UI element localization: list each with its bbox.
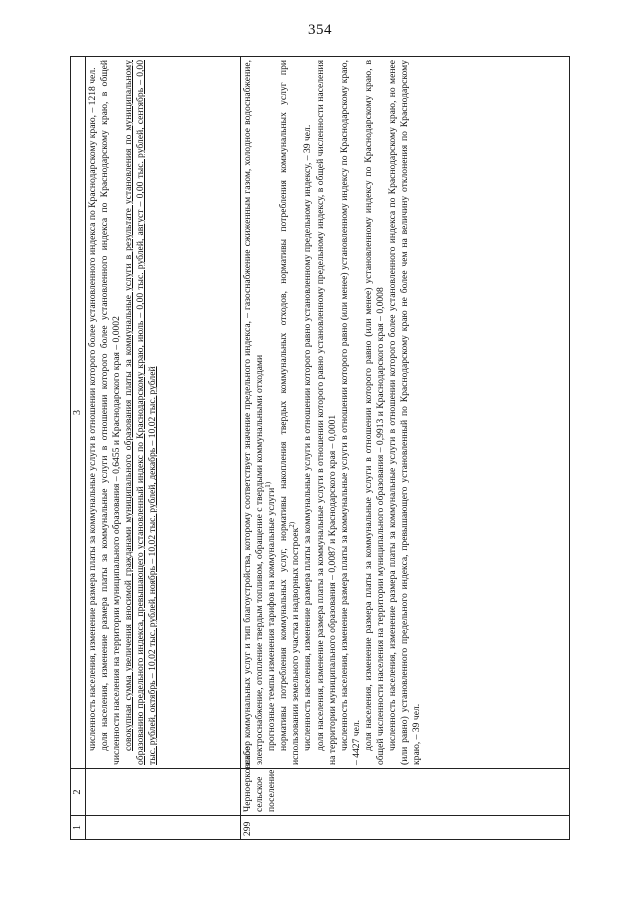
indicator-population-le: численность населения, изменение размера платы за коммунальные услуги в отношении которого равно (или менее) установленному индексу по Краснодарскому краю, – 4427 чел.	[338, 60, 362, 765]
header-col-2: 2	[71, 769, 86, 816]
indicator-population-above: численность населения, изменение размера платы за коммунальные услуги в отношении которого более установленного индекса по Краснодарскому краю, но менее (или равно) установленного предельного индекса, превышающего установленный по Краснодарскому краю не более чем на величину отклонения по Краснодарскому краю, – 39 чел.	[387, 60, 423, 765]
indicator-tariff-forecast	[266, 60, 278, 765]
footnote-marker-1: 1)	[264, 481, 272, 488]
cont-line-population: численность населения, изменение размера платы за коммунальные услуги в отношении которого более установленного индекса по Краснодарскому краю, – 1218 чел.	[87, 67, 98, 751]
cont-cell-number	[86, 816, 241, 840]
table-header-row	[71, 57, 86, 840]
cont-cell-name	[86, 769, 241, 816]
indicator-service-set: набор коммунальных услуг и тип благоустройства, которому соответствует значение предельного индекса, – газоснабжение сжиженным газом, холодное водоснабжение, электроснабжение, отопление твердым топливом, обращение с твердыми коммунальными отходами	[242, 60, 266, 765]
row-indicators	[241, 57, 570, 769]
header-col-1: 1	[71, 816, 86, 840]
table-row	[241, 57, 570, 840]
indicator-population-equal: численность населения, изменение размера платы за коммунальные услуги в отношении которого равно установленному предельному индексу, – 39 чел.	[302, 124, 314, 751]
rotated-table-wrapper	[70, 56, 570, 840]
indicator-share-equal: доля населения, изменение размера платы за коммунальные услуги в отношении которого равно установленному предельному индексу, в общей численности населения на территории муниципального образования – 0,0087 и Краснодарского края – 0,0001	[314, 60, 338, 765]
header-col-3: 3	[71, 57, 86, 769]
row-number: 299	[241, 816, 570, 840]
cont-cell-indicators	[86, 57, 241, 769]
table-row-continued	[86, 57, 241, 840]
consumption-norms-text: нормативы потребления коммунальных услуг, нормативы накопления твердых коммунальных отходов, нормативы потребления коммунальных услуг при использовании земельного участка и надворных построек	[278, 60, 302, 765]
cont-line-sum: совокупная сумма увеличения вносимой гражданами муниципального образования платы за коммунальные услуги в результате установления по муниципальному образованию предельного индекса, превышающего установленный индекс по Краснодарскому краю, июль – 0,00 тыс. рублей, август – 0,00 тыс. рублей, сентябрь – 0,00 тыс. рублей, октябрь – 10,02 тыс. рублей, ноябрь – 10,02 тыс. рублей, декабрь – 10,02 тыс. рублей	[123, 60, 159, 765]
footnote-marker-2: 2)	[288, 521, 297, 528]
indicator-share-le: доля населения, изменение размера платы за коммунальные услуги в отношении которого равно (или менее) установленному индексу по Краснодарскому краю, в общей численности населения на территории муниципального образования – 0,9913 и Краснодарского края – 0,0008	[362, 60, 387, 765]
indicator-consumption-norms	[278, 60, 302, 765]
cont-line-share: доля населения, изменение размера платы за коммунальные услуги в отношении которого более установленного индекса по Краснодарскому краю, в общей численности населения на территории муниципального образования – 0,6455 и Краснодарского края – 0,0002	[99, 60, 123, 765]
settlement-name: Черноерковское сельское поселение	[241, 769, 570, 816]
page-number: 354	[308, 22, 332, 38]
data-table	[70, 56, 570, 840]
tariff-forecast-text: прогнозные темпы изменения тарифов на коммунальные услуги	[266, 487, 278, 751]
